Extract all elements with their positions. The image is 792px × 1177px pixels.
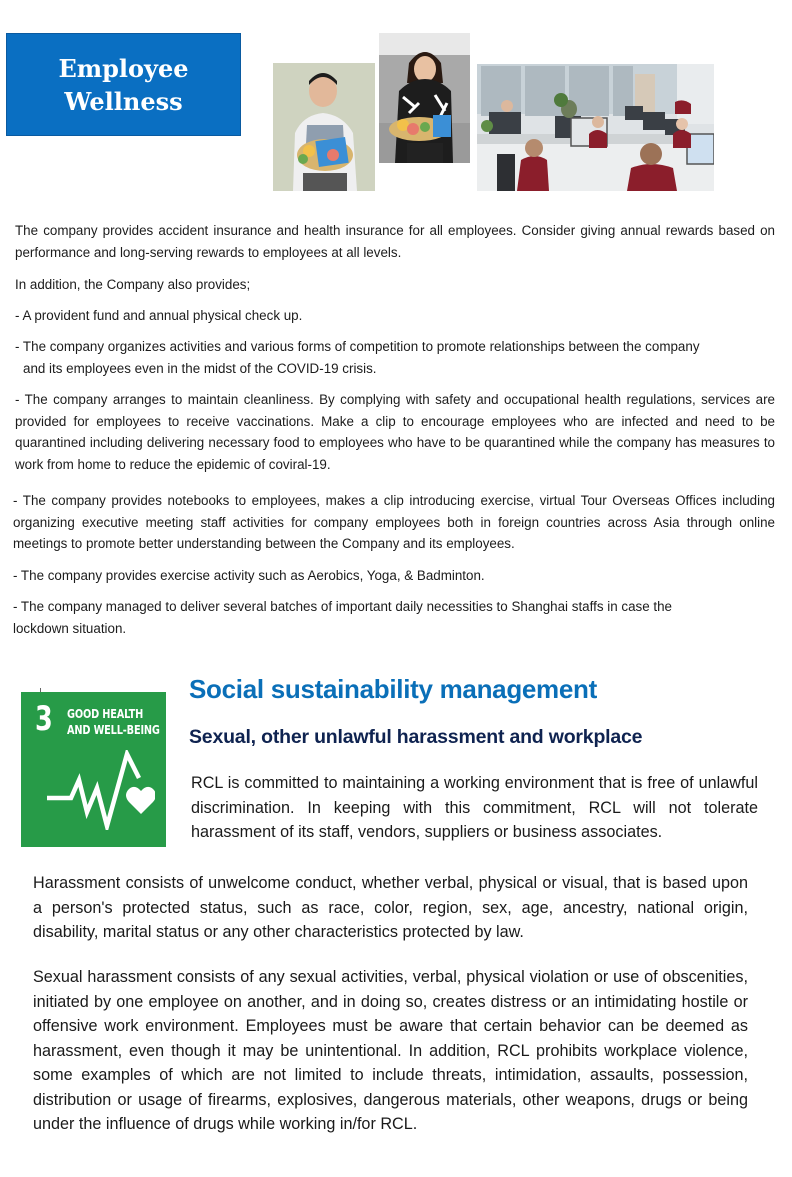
section-title-line2: Wellness <box>64 86 183 116</box>
paragraph-rcl-commitment: RCL is committed to maintaining a working environment that is free of unlawful discrimination. In keeping with this commitment, RCL will not tolerate harassment of its staff, vendors, suppliers or business associates. <box>191 774 758 841</box>
bullet-shanghai-line2: lockdown situation. <box>13 620 127 636</box>
bullet-provident-fund: - A provident fund and annual physical check up. <box>15 308 303 323</box>
bullet-activities <box>15 336 775 379</box>
paragraph-also-provides: In addition, the Company also provides; <box>15 277 251 292</box>
sdg-label <box>67 706 160 738</box>
bullet-activities-line1: - The company organizes activities and various forms of competition to promote relationships between the company <box>15 339 700 354</box>
subheading-harassment: Sexual, other unlawful harassment and workplace <box>189 726 643 748</box>
bullet-exercise: - The company provides exercise activity such as Aerobics, Yoga, & Badminton. <box>13 568 485 583</box>
heading-social-sustainability: Social sustainability management <box>189 674 597 704</box>
bullet-cleanliness: - The company arranges to maintain cleanliness. By complying with safety and occupational health regulations, services are provided for employees to receive vaccinations. Make a clip to encourage employees who are infected and need to be quarantined including delivering necessary food to employees who have to be quarantined while the company has measures to work from home to reduce the epidemic of coviral-19. <box>15 392 775 472</box>
section-title-line1: Employee <box>58 53 189 83</box>
sdg-number: 3 <box>35 699 53 739</box>
bullet-shanghai-line1: - The company managed to deliver several batches of important daily necessities to Shanghai staffs in case the <box>13 599 672 614</box>
sdg-label-line1: GOOD HEALTH <box>67 706 144 721</box>
bullet-notebooks: - The company provides notebooks to employees, makes a clip introducing exercise, virtual Tour Overseas Offices including organizing executive meeting staff activities for company employees both in foreign countries across Asia through online meetings to promote better understanding between the Company and its employees. <box>13 493 775 551</box>
paragraph-insurance: The company provides accident insurance and health insurance for all employees. Consider giving annual rewards based on performance and long-serving rewards to employees at all levels. <box>15 223 775 260</box>
sdg-3-good-health-icon <box>21 692 166 847</box>
bullet-shanghai <box>13 596 775 639</box>
photo-employee-on-sofa <box>379 33 470 163</box>
heartbeat-heart-icon <box>45 750 155 830</box>
paragraph-harassment-definition: Harassment consists of unwelcome conduct, whether verbal, physical or visual, that is based upon a person's protected status, such as race, color, region, sex, age, ancestry, national origin, disability, marital status or any other characteristics protected by law. <box>33 874 748 941</box>
bullet-activities-line2: and its employees even in the midst of the COVID-19 crisis. <box>23 360 377 376</box>
photo-office-staff <box>477 64 714 191</box>
paragraph-sexual-harassment: Sexual harassment consists of any sexual activities, verbal, physical violation or use of obscenities, initiated by one employee on another, and in doing so, creates distress or an intimidating hostile or offensive work environment. Employees must be aware that certain behavior can be deemed as harassment, even though it may be unintentional. In addition, RCL prohibits workplace violence, some examples of which are not limited to include threats, intimidation, assaults, possession, distribution or usage of firearms, explosives, dangerous materials, other weapons, drugs or being under the influence of drugs while working in/for RCL. <box>33 968 748 1133</box>
photo-employee-gift-basket <box>273 63 375 191</box>
section-title-box <box>6 33 241 136</box>
sdg-label-line2: AND WELL-BEING <box>67 722 160 737</box>
